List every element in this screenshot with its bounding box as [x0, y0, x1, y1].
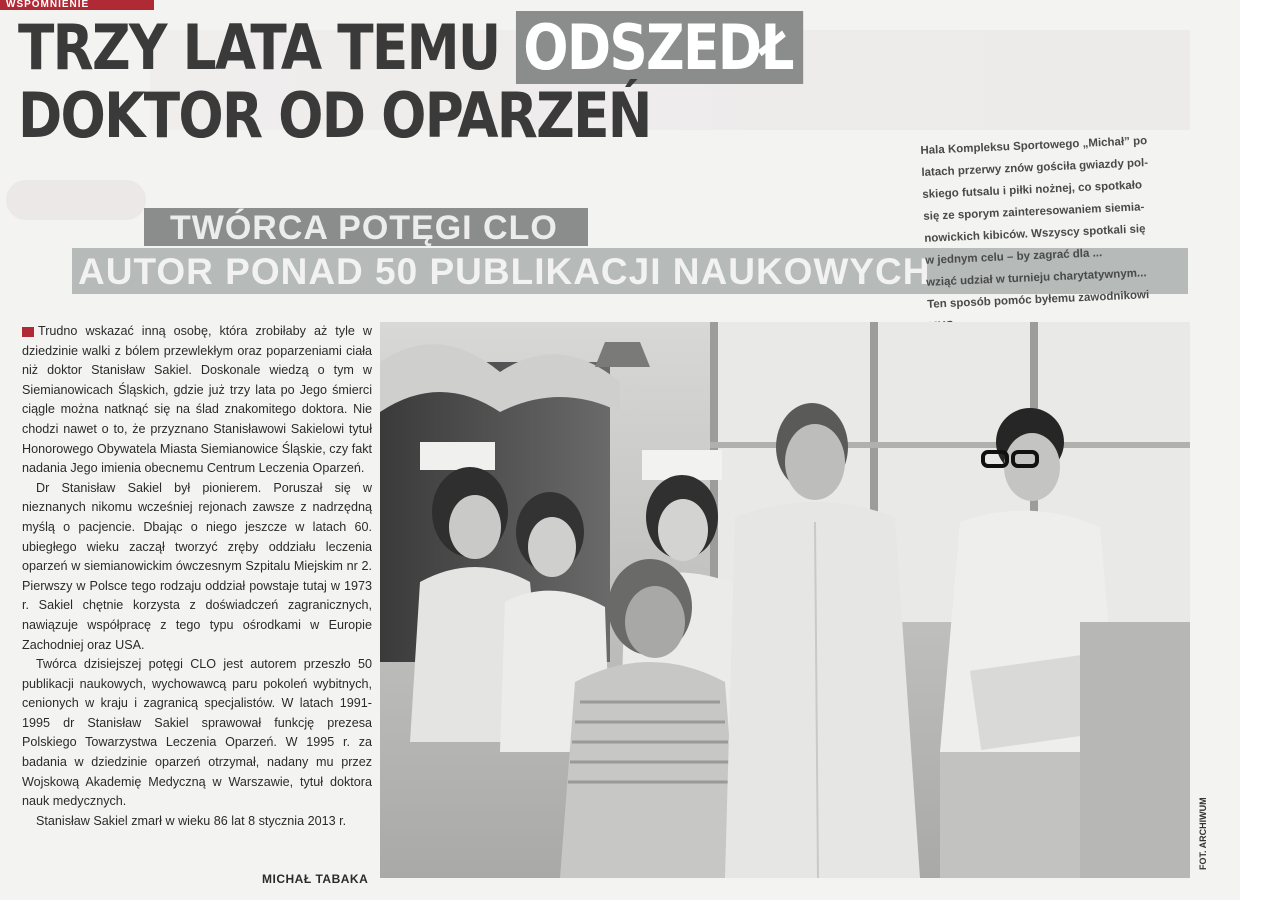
subheadline-line2: AUTOR PONAD 50 PUBLIKACJI NAUKOWYCH: [78, 251, 931, 292]
headline-part1: TRZY LATA TEMU: [18, 11, 517, 84]
section-tag: WSPOMNIENIE: [0, 0, 154, 10]
subheadline-line1: TWÓRCA POTĘGI CLO: [170, 209, 558, 247]
article-paragraph: Dr Stanisław Sakiel był pionierem. Poruszał się w nieznanych nikomu wcześniej rejonach zawsze z nadrzędną myślą o pacjencie. Dbając o niego jeszcze w latach 60. ubiegłego wieku zaczął tworzyć zręby oddziału leczenia oparzeń w siemianowickim ówczesnym Szpitalu Miejskim nr 2. Pierwszy w Polsce tego rodzaju oddział powstaje tutaj w 1973 r. Sakiel chętnie korzysta z doświadczeń zagranicznych, nawiązuje współpracę z tego typu ośrodkami w Europie Zachodniej oraz USA.: [22, 480, 372, 652]
headline-line2: DOKTOR OD OPARZEŃ: [18, 79, 651, 152]
archival-group-photo: [380, 322, 1190, 878]
scan-margin: [1240, 0, 1284, 900]
adjacent-line: się ze sporym zainteresowaniem siemia-: [923, 201, 1145, 223]
adjacent-line: latach przerwy znów gościła gwiazdy pol-: [921, 157, 1149, 179]
article-paragraph: Twórca dzisiejszej potęgi CLO jest autorem przeszło 50 publikacji naukowych, wychowawcą paru pokoleń wybitnych, cenionych w kraju i zagranicą specjalistów. W latach 1991-1995 dr Stanisław Sakiel sprawował funkcję prezesa Polskiego Towarzystwa Leczenia Oparzeń. W 1995 r. za badania w dziedzinie oparzeń otrzymał, nadany mu przez Wojskową Akademię Medyczną w Warszawie, tytuł doktora nauk medycznych.: [22, 657, 372, 809]
adjacent-line: Hala Kompleksu Sportowego „Michał” po: [920, 135, 1148, 157]
photo-credit: FOT. ARCHIWUM: [1198, 797, 1208, 870]
adjacent-line: wziąć udział w turnieju charytatywnym...: [925, 267, 1147, 289]
article-author: MICHAŁ TABAKA: [262, 872, 369, 886]
article-paragraph: Stanisław Sakiel zmarł w wieku 86 lat 8 stycznia 2013 r.: [36, 813, 347, 828]
photo-illustration: [380, 322, 1190, 878]
headline: [18, 11, 803, 152]
paragraph-marker-icon: [22, 327, 34, 337]
background-stain: [6, 180, 146, 220]
adjacent-line: nowickich kibiców. Wszyscy spotkali się: [924, 223, 1146, 245]
adjacent-line: Ten sposób pomóc byłemu zawodnikowi: [926, 289, 1150, 311]
headline-highlight: ODSZEDŁ: [516, 11, 803, 84]
adjacent-line: skiego futsalu i piłki nożnej, co spotkało: [922, 179, 1143, 201]
article-paragraph: Trudno wskazać inną osobę, która zrobiłaby aż tyle w dziedzinie walki z bólem przewlekłym oraz poparzeniami ciała niż doktor Stanisław Sakiel. Doskonale wiedzą o tym w Siemianowicach Śląskich, gdzie już trzy lata po Jego śmierci ciągle można natknąć się na ślad znakomitego doktora. Nie chodzi nawet o to, że przyznano Stanisławowi Sakielowi tytuł Honorowego Obywatela Miasta Siemianowice Śląskie, czy fakt nadania Jego imienia obecnemu Centrum Leczenia Oparzeń.: [22, 324, 372, 476]
article-body: [22, 322, 372, 831]
adjacent-line: w jednym celu – by zagrać dla ...: [925, 247, 1103, 267]
